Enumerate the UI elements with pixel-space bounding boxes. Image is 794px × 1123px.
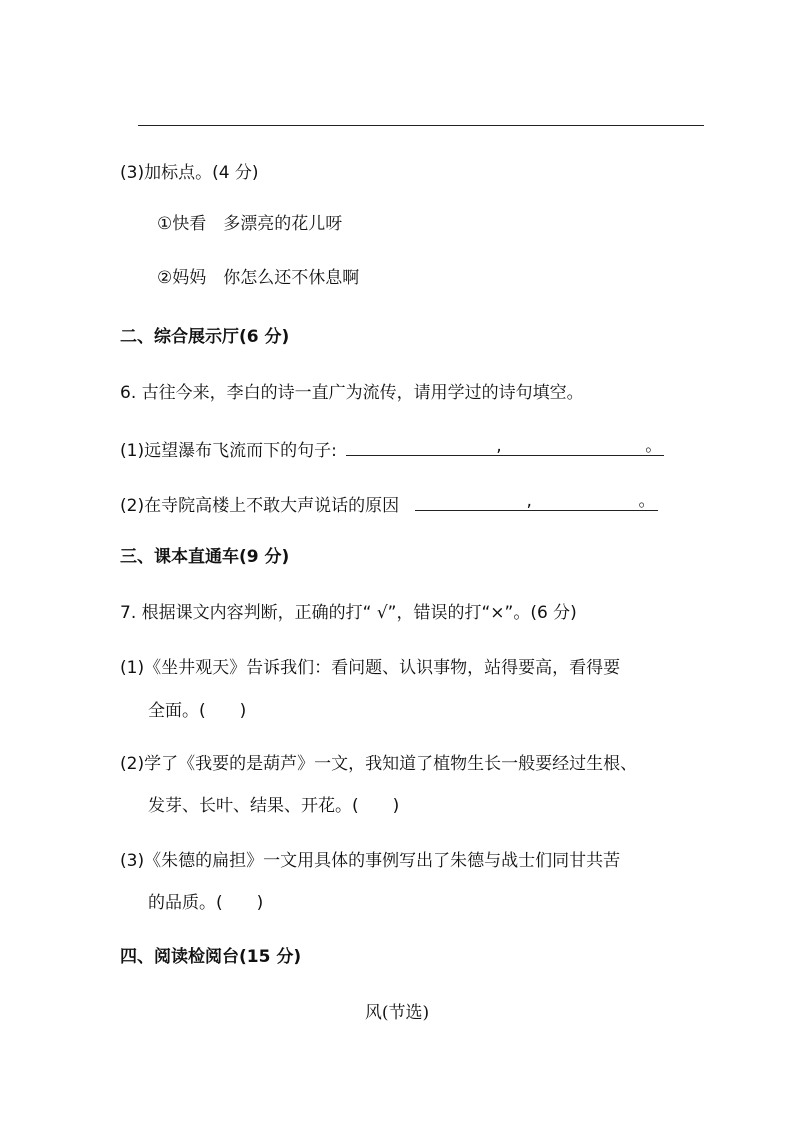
question-7-1-line-1: (1)《坐井观天》告诉我们：看问题、认识事物，站得要高，看得要 <box>120 658 621 678</box>
passage-title: 风(节选) <box>364 1003 430 1023</box>
blank-period: 。 <box>638 491 656 511</box>
question-6: 6. 古往今来，李白的诗一直广为流传，请用学过的诗句填空。 <box>120 383 584 403</box>
question-7-2-line-1: (2)学了《我要的是葫芦》一文，我知道了植物生长一般要经过生根、 <box>120 754 638 774</box>
blank-period: 。 <box>645 436 663 456</box>
answer-blank-6-2[interactable] <box>415 492 658 511</box>
answer-blank-6-1[interactable] <box>346 437 664 456</box>
question-7-3-line-2: 的品质。( ) <box>148 893 264 913</box>
question-7-3-line-1: (3)《朱德的扁担》一文用具体的事例写出了朱德与战士们同甘共苦 <box>120 851 621 871</box>
question-7-1-line-2: 全面。( ) <box>148 701 247 721</box>
part3-item-1: ①快看 多漂亮的花儿呀 <box>157 214 343 234</box>
blank-comma: , <box>526 491 532 511</box>
part3-label: (3)加标点。(4 分) <box>120 163 259 183</box>
section-4-title: 四、阅读检阅台(15 分) <box>120 947 302 967</box>
question-7-2-line-2: 发芽、长叶、结果、开花。( ) <box>148 796 400 816</box>
section-3-title: 三、课本直通车(9 分) <box>120 547 290 567</box>
question-6-2-label: (2)在寺院高楼上不敢大声说话的原因 <box>120 496 400 516</box>
section-2-title: 二、综合展示厅(6 分) <box>120 327 290 347</box>
question-6-2 <box>120 492 658 517</box>
question-6-1-label: (1)远望瀑布飞流而下的句子: <box>120 441 337 461</box>
blank-comma: , <box>496 436 502 456</box>
question-7: 7. 根据课文内容判断，正确的打“ √”，错误的打“×”。(6 分) <box>120 603 577 623</box>
question-6-1 <box>120 437 664 462</box>
part3-item-2: ②妈妈 你怎么还不休息啊 <box>157 268 360 288</box>
header-rule <box>138 125 704 126</box>
